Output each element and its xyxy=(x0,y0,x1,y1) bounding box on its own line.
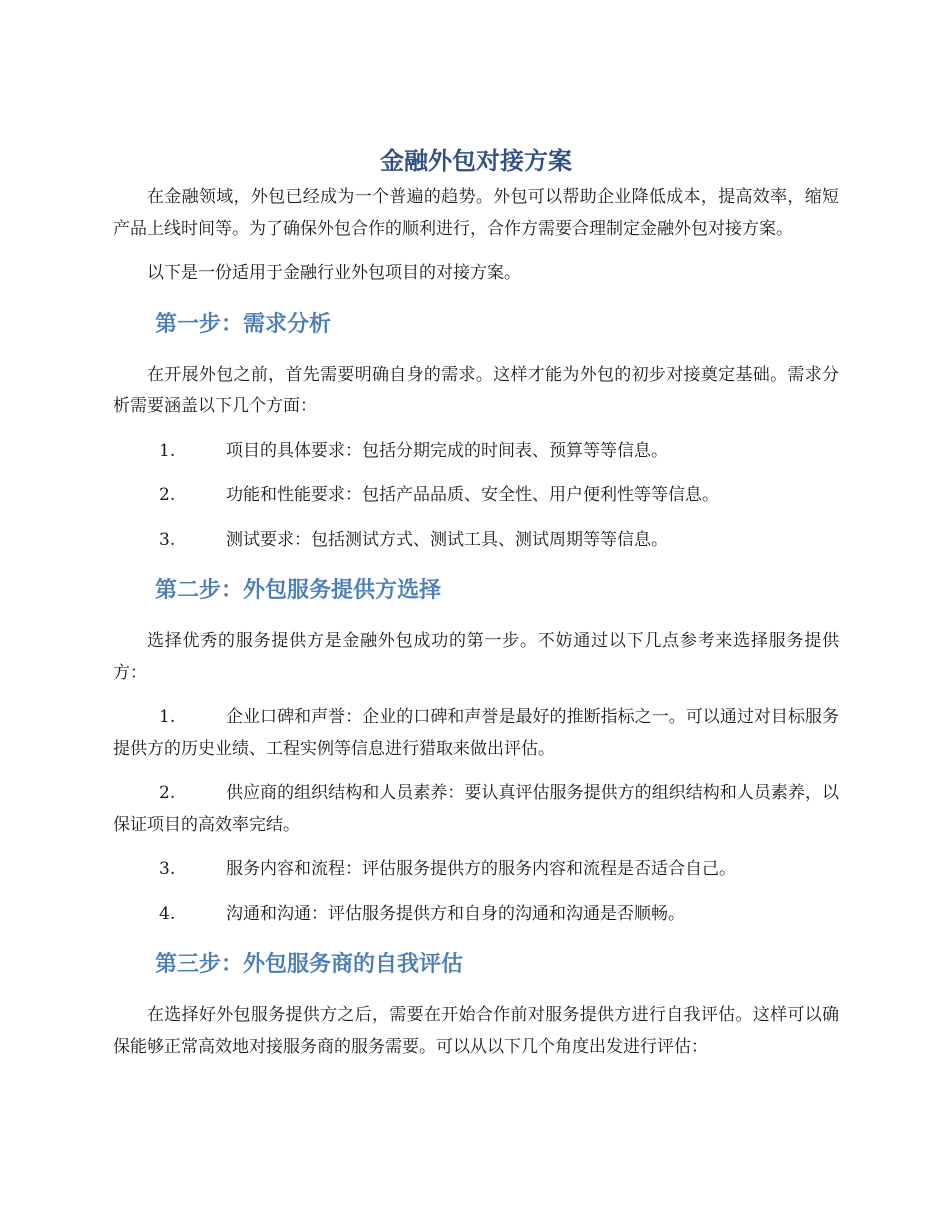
list-item-text: 供应商的组织结构和人员素养：要认真评估服务提供方的组织结构和人员素养，以保证项目的高效率完结。 xyxy=(113,783,839,835)
list-number: 3. xyxy=(159,859,176,879)
document-title: 金融外包对接方案 xyxy=(380,147,572,175)
section-1-paragraph: 在开展外包之前，首先需要明确自身的需求。这样才能为外包的初步对接奠定基础。需求分析需要涵盖以下几个方面： xyxy=(113,364,839,416)
list-item xyxy=(113,778,839,841)
list-item xyxy=(113,436,839,468)
intro-paragraph-1: 在金融领域，外包已经成为一个普遍的趋势。外包可以帮助企业降低成本，提高效率，缩短产品上线时间等。为了确保外包合作的顺利进行，合作方需要合理制定金融外包对接方案。 xyxy=(113,187,839,239)
list-number: 1. xyxy=(159,707,176,727)
list-item-text: 服务内容和流程：评估服务提供方的服务内容和流程是否适合自己。 xyxy=(226,859,736,879)
section-2-paragraph: 选择优秀的服务提供方是金融外包成功的第一步。不妨通过以下几点参考来选择服务提供方： xyxy=(113,631,839,683)
list-item-text: 项目的具体要求：包括分期完成的时间表、预算等等信息。 xyxy=(226,440,668,461)
list-number: 2. xyxy=(159,485,176,505)
list-item xyxy=(113,702,839,765)
section-heading-1: 第一步：需求分析 xyxy=(155,311,332,337)
list-item-text: 测试要求：包括测试方式、测试工具、测试周期等等信息。 xyxy=(226,529,668,550)
list-number: 2. xyxy=(159,783,176,803)
list-item-text: 功能和性能要求：包括产品品质、安全性、用户便利性等等信息。 xyxy=(226,485,719,505)
section-3-paragraph: 在选择好外包服务提供方之后，需要在开始合作前对服务提供方进行自我评估。这样可以确保能够正常高效地对接服务商的服务需要。可以从以下几个角度出发进行评估： xyxy=(113,1005,839,1057)
list-item-text: 沟通和沟通：评估服务提供方和自身的沟通和沟通是否顺畅。 xyxy=(226,903,685,924)
list-item xyxy=(113,480,839,512)
list-item xyxy=(113,899,839,931)
list-number: 1. xyxy=(159,440,176,461)
list-item xyxy=(113,525,839,557)
section-2-list xyxy=(113,702,839,930)
section-heading-3: 第三步：外包服务商的自我评估 xyxy=(155,952,464,977)
list-item-text: 企业口碑和声誉：企业的口碑和声誉是最好的推断指标之一。可以通过对目标服务提供方的历史业绩、工程实例等信息进行猎取来做出评估。 xyxy=(113,707,839,759)
intro-paragraph-2: 以下是一份适用于金融行业外包项目的对接方案。 xyxy=(147,263,521,283)
section-1-list xyxy=(113,436,839,557)
list-number: 3. xyxy=(159,529,176,550)
section-heading-2: 第二步：外包服务提供方选择 xyxy=(155,578,442,603)
list-number: 4. xyxy=(159,903,176,924)
list-item xyxy=(113,854,839,886)
document-content xyxy=(113,140,839,1076)
